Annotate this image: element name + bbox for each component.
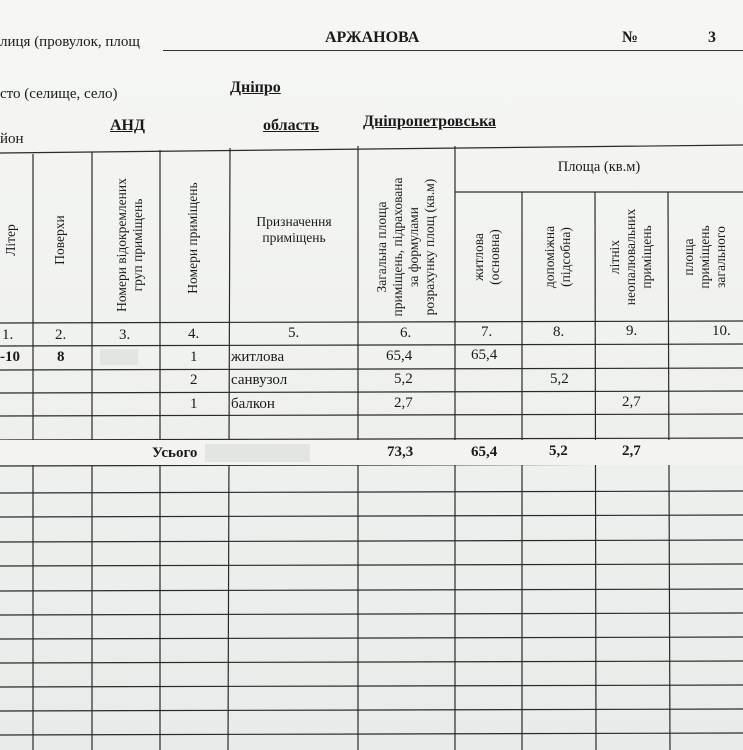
row3-room: 1 xyxy=(190,396,198,412)
row2-room: 2 xyxy=(190,372,198,388)
row1-floor: 8 xyxy=(57,349,65,365)
district-value: АНД xyxy=(110,117,146,134)
col-header-living: житлова (основна) xyxy=(471,229,502,285)
col-number-3: 3. xyxy=(119,327,131,343)
row2-purpose: санвузол xyxy=(231,372,288,388)
total-living: 65,4 xyxy=(471,444,498,460)
row3-purpose: балкон xyxy=(231,396,275,412)
col-header-common: площа приміщень загального xyxy=(681,225,728,289)
col-number-7: 7. xyxy=(481,324,493,340)
col-number-6: 6. xyxy=(400,325,412,341)
col-header-room-numbers: Номери приміщень xyxy=(185,182,200,294)
col-header-liter: Літер xyxy=(3,224,18,256)
district-label: йон xyxy=(0,131,24,147)
row1-total: 65,4 xyxy=(386,348,413,364)
redacted-block xyxy=(100,349,138,365)
col-number-5: 5. xyxy=(288,325,300,341)
row1-purpose: житлова xyxy=(231,349,285,365)
col-header-auxiliary: допоміжна (підсобна) xyxy=(542,225,573,289)
row2-total: 5,2 xyxy=(394,371,413,387)
col-number-10: 10. xyxy=(712,323,731,339)
row3-summer: 2,7 xyxy=(622,394,641,410)
col-header-summer: літніх неопалювальних приміщень xyxy=(607,208,654,306)
redacted-block-total xyxy=(205,444,310,462)
row3-total: 2,7 xyxy=(394,395,413,411)
col-header-area-group: Площа (кв.м) xyxy=(557,159,641,175)
street-value: АРЖАНОВА xyxy=(325,29,420,46)
number-value: 3 xyxy=(708,29,716,46)
total-aux: 5,2 xyxy=(549,443,568,459)
row1-room: 1 xyxy=(190,349,198,365)
total-summer: 2,7 xyxy=(622,443,641,459)
col-number-2: 2. xyxy=(55,327,67,343)
total-label: Усього xyxy=(152,445,198,461)
city-value: Дніпро xyxy=(230,79,281,96)
region-value: Дніпропетровська xyxy=(363,113,497,130)
col-header-floors: Поверхи xyxy=(52,215,67,265)
row2-aux: 5,2 xyxy=(550,371,569,387)
row1-liter: -10 xyxy=(0,349,20,365)
street-label: лиця (провулок, площ xyxy=(0,34,140,50)
col-number-4: 4. xyxy=(188,326,200,342)
col-number-1: 1. xyxy=(2,327,14,343)
region-label: область xyxy=(263,117,319,134)
city-label: сто (селище, село) xyxy=(0,86,118,102)
total-area: 73,3 xyxy=(387,444,414,460)
row1-living: 65,4 xyxy=(471,347,498,363)
col-header-purpose: Призначення приміщень xyxy=(256,214,332,245)
col-number-9: 9. xyxy=(626,323,638,339)
number-label: № xyxy=(622,29,639,46)
col-number-8: 8. xyxy=(553,324,565,340)
col-header-group-numbers: Номери відокремлених груп приміщень xyxy=(114,178,145,312)
col-header-total-area: Загальна площа приміщень, підрахована за формулами розрахунку площ (кв.м) xyxy=(374,177,437,317)
